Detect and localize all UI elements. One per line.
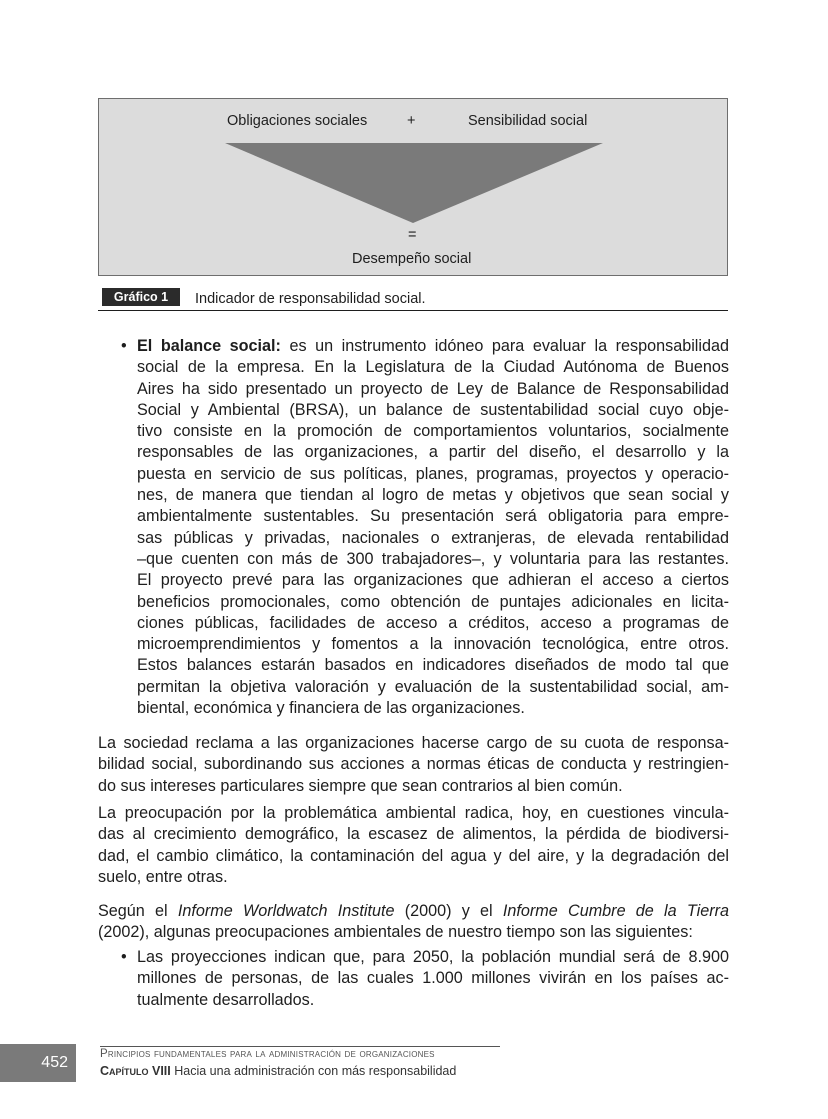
bullet-marker: • <box>121 948 127 966</box>
equals-sign: = <box>408 227 417 243</box>
text-line: dad, el cambio climático, la contaminación del agua y del aire, y la degradación del <box>98 846 729 865</box>
text-line: suelo, entre otras. <box>98 867 228 886</box>
text-line: –que cuenten con más de 300 trabajadores–, y voluntaria para las restantes. <box>137 549 729 568</box>
bullet-marker: • <box>121 337 127 355</box>
text-line: millones de personas, de las cuales 1.000 millones vivirán en los países ac- <box>137 969 729 988</box>
sensitivity-label: Sensibilidad social <box>468 113 588 129</box>
text-line: das al crecimiento demográfico, la escasez de alimentos, la pérdida de biodiversi- <box>98 825 729 844</box>
performance-label: Desempeño social <box>352 251 472 267</box>
obligations-label: Obligaciones sociales <box>227 113 368 129</box>
text-line: La sociedad reclama a las organizaciones hacerse cargo de su cuota de responsa- <box>98 734 729 752</box>
text-line: Social y Ambiental (BRSA), un balance de sustentabilidad social cuyo obje- <box>137 400 729 419</box>
chapter-line <box>100 1064 456 1078</box>
figure-box <box>98 98 728 276</box>
text-line: El balance social: es un instrumento idóneo para evaluar la responsabilidad <box>137 337 729 355</box>
text-line: responsables de las organizaciones, a partir del diseño, el desarrollo y la <box>137 443 729 462</box>
population-bullet <box>137 947 729 1011</box>
text-line: Estos balances estarán basados en indicadores diseñados de modo tal que <box>137 656 729 675</box>
text-line: biental, económica y financiera de las organizaciones. <box>137 699 525 718</box>
text-line: tivo consiste en la promoción de comportamientos voluntarios, socialmente <box>137 422 729 441</box>
text-line: Las proyecciones indican que, para 2050, la población mundial será de 8.900 <box>137 948 729 966</box>
plus-sign: + <box>407 113 416 129</box>
text-line: La preocupación por la problemática ambiental radica, hoy, en cuestiones vincula- <box>98 804 729 822</box>
footer-divider <box>100 1046 500 1047</box>
text-line: ciones públicas, facilidades de acceso a créditos, acceso a programas de <box>137 613 729 632</box>
funnel-triangle <box>225 143 603 223</box>
text-line: bilidad social, subordinando sus acciones a normas éticas de conducta y restringien- <box>98 755 729 774</box>
text-line: El proyecto prevé para las organizaciones que adhieran el acceso a ciertos <box>137 571 729 590</box>
text-line: tualmente desarrollados. <box>137 990 315 1009</box>
text-line: Aires ha sido presentado un proyecto de Ley de Balance de Responsabilidad <box>137 379 729 398</box>
text-line: puesta en servicio de sus políticas, planes, programas, proyectos y operacio- <box>137 464 729 483</box>
text-line: do sus intereses particulares siempre que sean contrarios al bien común. <box>98 776 623 795</box>
book-title: Principios fundamentales para la administración de organizaciones <box>100 1048 435 1060</box>
text-line: beneficios promocionales, como obtención de puntajes adicionales en licita- <box>137 592 729 611</box>
balance-social-bullet <box>137 336 729 719</box>
text-line: permitan la objetiva valoración y evaluación de la sustentabilidad social, am- <box>137 677 729 696</box>
chapter-label: Capítulo VIII <box>100 1064 171 1078</box>
paragraph-social-responsibility <box>98 733 729 797</box>
text-line: Según el Informe Worldwatch Institute (2000) y el Informe Cumbre de la Tierra <box>98 902 729 920</box>
text-line: microemprendimientos y fomentos a la innovación tecnológica, entre otros. <box>137 635 729 654</box>
text-line: sas públicas y privadas, nacionales o extranjeras, de elevada rentabilidad <box>137 528 729 547</box>
text-line: nes, de manera que tiendan al logro de metas y objetivos que sean social y <box>137 486 729 505</box>
paragraph-reports <box>98 901 729 944</box>
bold-term: El balance social: <box>137 337 281 355</box>
caption-badge: Gráfico 1 <box>102 288 180 306</box>
text-line: (2002), algunas preocupaciones ambientales de nuestro tiempo son las siguientes: <box>98 923 693 942</box>
figure-caption <box>98 287 728 311</box>
chapter-title: Hacia una administración con más responsabilidad <box>170 1064 457 1078</box>
paragraph-environmental <box>98 803 729 888</box>
page-number: 452 <box>0 1044 76 1082</box>
text-line: social de la empresa. En la Legislatura de la Ciudad Autónoma de Buenos <box>137 358 729 377</box>
text-line: ambientalmente sustentables. Su presentación será obligatoria para empre- <box>137 507 729 526</box>
caption-text: Indicador de responsabilidad social. <box>195 291 426 307</box>
